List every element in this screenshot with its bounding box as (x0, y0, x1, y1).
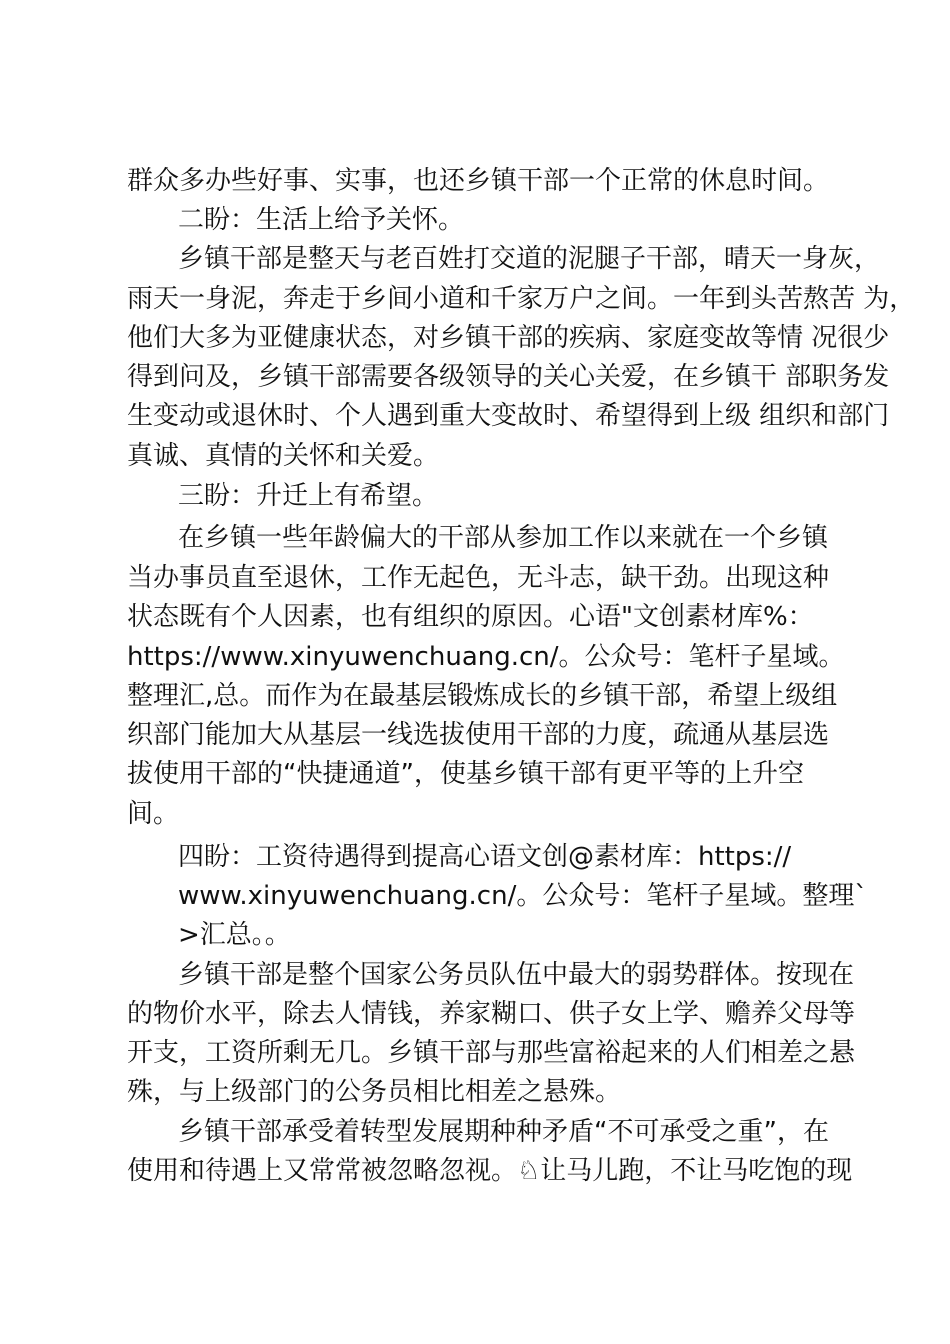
text-line: 真诚、真情的关怀和关爱。 (127, 441, 440, 471)
text-line: 当办事员直至退休，工作无起色，无斗志，缺干劲。出现这种 (127, 563, 830, 593)
text-line: 拔使用干部的“快捷通道”，使基乡镇干部有更平等的上升空 (127, 759, 804, 789)
text-line: 乡镇干部是整个国家公务员队伍中最大的弱势群体。按现在 (178, 960, 855, 990)
text-line: 得到问及，乡镇干部需要各级领导的关心关爱，在乡镇干 部职务发 (127, 362, 890, 392)
text-line: 雨天一身泥，奔走于乡间小道和千家万户之间。一年到头苦熬苦 为， (127, 284, 916, 314)
text-line: 乡镇干部承受着转型发展期种种矛盾“不可承受之重”，在 (178, 1117, 829, 1147)
text-line: 殊，与上级部门的公务员相比相差之悬殊。 (127, 1077, 622, 1107)
text-line: 生变动或退休时、个人遇到重大变故时、希望得到上级 组织和部门 (127, 401, 890, 431)
section-heading: 四盼：工资待遇得到提高心语文创@素材库：https:// (178, 842, 792, 872)
text-line: www.xinyuwenchuang.cn/。公众号：笔杆子星域。整理` (178, 881, 868, 911)
text-line: 乡镇干部是整天与老百姓打交道的泥腿子干部，晴天一身灰， (178, 244, 881, 274)
text-line: 状态既有个人因素，也有组织的原因。心语"文创素材库%： (127, 602, 814, 632)
text-line: 整理汇,总。而作为在最基层锻炼成长的乡镇干部，希望上级组 (127, 681, 838, 711)
text-line: 织部门能加大从基层一线选拔使用干部的力度，疏通从基层选 (127, 720, 830, 750)
text-line: 开支，工资所剩无几。乡镇干部与那些富裕起来的人们相差之悬 (127, 1038, 856, 1068)
text-line: 间。 (127, 799, 180, 829)
text-line: 群众多办些好事、实事，也还乡镇干部一个正常的休息时间。 (127, 166, 830, 196)
text-line: https://www.xinyuwenchuang.cn/。公众号：笔杆子星域。 (127, 642, 845, 672)
text-line: >汇总。。 (178, 920, 291, 950)
section-heading: 三盼：升迁上有希望。 (178, 481, 439, 511)
text-line: 他们大多为亚健康状态，对乡镇干部的疾病、家庭变故等情 况很少 (127, 323, 890, 353)
section-heading: 二盼：生活上给予关怀。 (178, 205, 465, 235)
text-line: 在乡镇一些年龄偏大的干部从参加工作以来就在一个乡镇 (178, 523, 829, 553)
text-line: 使用和待遇上又常常被忽略忽视。♘让马儿跑，不让马吃饱的现 (127, 1156, 853, 1186)
text-line: 的物价水平，除去人情钱，养家糊口、供子女上学、赡养父母等 (127, 999, 856, 1029)
